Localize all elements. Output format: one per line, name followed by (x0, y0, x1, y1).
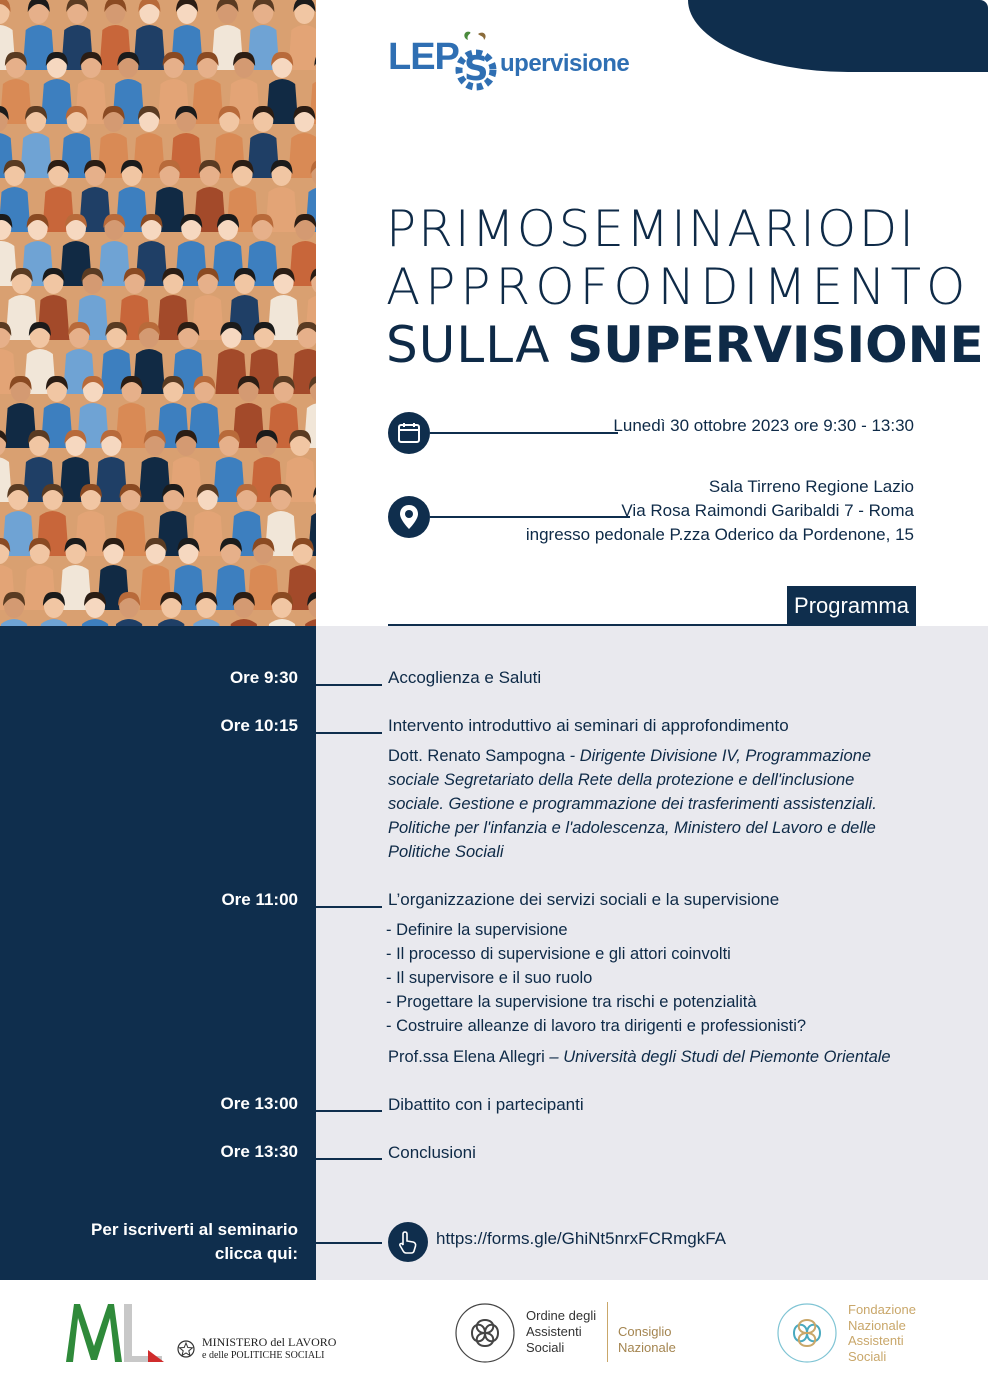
speaker-name: Prof.ssa Elena Allegri (388, 1048, 545, 1066)
speaker-role: – Università degli Studi del Piemonte Orientale (544, 1048, 891, 1066)
schedule-connector-line (316, 1158, 382, 1160)
ordine-divider (607, 1302, 608, 1362)
partner-logos-footer (0, 1280, 994, 1388)
event-venue (526, 475, 914, 547)
ordine-knot-logo (454, 1302, 516, 1364)
speaker-description (388, 744, 908, 864)
date-connector-line (430, 432, 618, 434)
ministero-line: MINISTERO del LAVORO (202, 1335, 337, 1349)
crowd-person (288, 0, 316, 70)
schedule-item-title: L’organizzazione dei servizi sociali e la supervisione (388, 890, 780, 909)
title-line-2 (386, 258, 971, 316)
title-word: SEMINARIO (558, 200, 859, 258)
title-line-1 (386, 200, 916, 258)
title-word: DI (858, 200, 916, 258)
schedule-connector-line (316, 1110, 382, 1112)
fondazione-line: Fondazione (848, 1302, 916, 1317)
topic-item: - Il processo di supervisione e gli attori coinvolti (386, 945, 731, 963)
ordine-line: Ordine degli (526, 1308, 597, 1323)
registration-line: clicca qui: (214, 1244, 298, 1263)
schedule-time: Ore 13:00 (220, 1094, 298, 1113)
location-pin-icon (388, 496, 430, 538)
speaker-description (388, 1045, 928, 1069)
fondazione-line: Nazionale (848, 1317, 906, 1333)
fondazione-knot-logo (776, 1302, 838, 1364)
ordine-line: Sociali (526, 1340, 565, 1355)
title-word: APPROFONDIMENTO (386, 258, 971, 316)
programma-label: Programma (787, 586, 916, 626)
lep-supervisione-logo (386, 6, 656, 96)
registration-link[interactable]: https://forms.gle/GhiNt5nrxFCRmgkFA (436, 1229, 727, 1248)
schedule-item-title: Intervento introduttivo ai seminari di approfondimento (388, 716, 789, 735)
hand-pointer-icon[interactable] (388, 1222, 428, 1262)
ordine-text (526, 1308, 596, 1356)
ordine-line: Assistenti (526, 1324, 582, 1339)
schedule-connector-line (316, 732, 382, 734)
registration-line: Per iscriverti al seminario (91, 1220, 298, 1239)
crowd-illustration (0, 0, 316, 626)
logo-lep-text: LEP (388, 36, 459, 78)
schedule-time: Ore 11:00 (221, 890, 298, 909)
schedule-item-title: Accoglienza e Saluti (388, 668, 542, 687)
schedule-time: Ore 13:30 (220, 1142, 298, 1161)
schedule-time: Ore 9:30 (229, 668, 298, 687)
topic-item: - Costruire alleanze di lavoro tra dirigenti e professionisti? (386, 1017, 807, 1035)
topic-item: - Progettare la supervisione tra rischi e potenzialità (386, 993, 757, 1011)
ministero-text (202, 1336, 336, 1362)
calendar-icon (388, 412, 430, 454)
schedule-time: Ore 10:15 (220, 716, 298, 735)
svg-text:S: S (464, 49, 489, 89)
logo-supervisione-text: upervisione (500, 50, 630, 77)
topic-list (386, 918, 806, 1038)
ministero-line: e delle POLITICHE SOCIALI (202, 1350, 325, 1361)
title-word-bold: SUPERVISIONE (567, 316, 984, 374)
schedule-item-title: Dibattito con i partecipanti (388, 1095, 584, 1114)
consiglio-line: Nazionale (618, 1340, 676, 1355)
schedule-connector-line (316, 906, 382, 908)
consiglio-line: Consiglio (618, 1324, 672, 1339)
event-date: Lunedì 30 ottobre 2023 ore 9:30 - 13:30 (613, 416, 914, 435)
topic-item: - Il supervisore e il suo ruolo (386, 969, 593, 987)
fondazione-line: Sociali (848, 1348, 887, 1364)
consiglio-text (618, 1324, 676, 1356)
schedule-connector-line (316, 684, 382, 686)
venue-entrance: ingresso pedonale P.zza Oderico da Pordenone, 15 (525, 525, 914, 544)
speaker-name: Dott. Renato Sampogna (388, 747, 566, 765)
ministero-logo (64, 1302, 172, 1366)
venue-name: Sala Tirreno Regione Lazio (708, 477, 914, 496)
registration-prompt (0, 1218, 298, 1266)
corner-decoration (688, 0, 988, 72)
topic-item: - Definire la supervisione (386, 921, 568, 939)
gear-s-icon (450, 28, 502, 92)
speaker-role: - Dirigente Divisione IV, Programmazione sociale Segretariato della Rete della protezione e dell'inclusione sociale. Gestione e programmazione dei trasferimenti assistenziali. Politiche per l'infanzia e l'adolescenza, Ministero del Lavoro e delle Politiche Sociali (388, 747, 877, 861)
italian-emblem-icon (176, 1338, 196, 1362)
title-word: SULLA (386, 316, 568, 374)
schedule-item-title: Conclusioni (388, 1143, 476, 1162)
registration-connector-line (316, 1242, 382, 1244)
venue-address: Via Rosa Raimondi Garibaldi 7 - Roma (621, 501, 914, 520)
title-word: PRIMO (386, 200, 559, 258)
title-line-3 (386, 316, 984, 374)
fondazione-line: Assistenti (848, 1333, 904, 1348)
fondazione-text (848, 1302, 916, 1364)
seminar-title (386, 200, 984, 374)
